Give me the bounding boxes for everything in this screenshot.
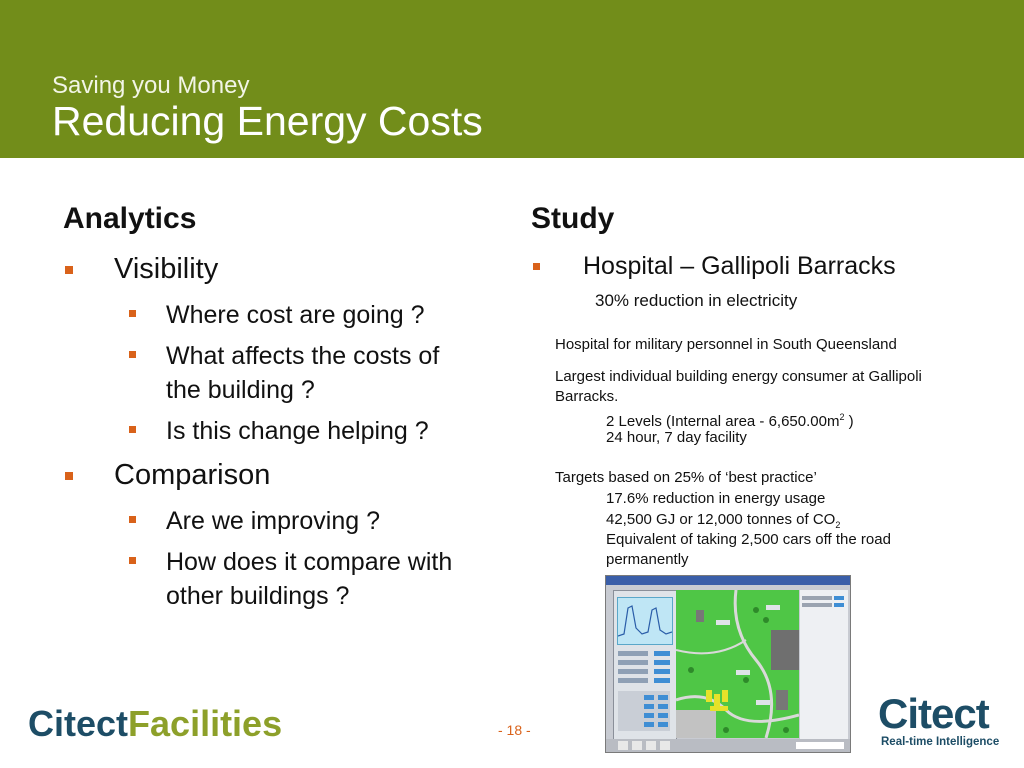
- site-map: [676, 590, 799, 738]
- page-number: - 18 -: [498, 722, 531, 738]
- citect-tagline: Real-time Intelligence: [881, 736, 1000, 748]
- sub-bullet-helping: Is this change helping ?: [166, 417, 429, 445]
- bullet-comparison: Comparison: [114, 459, 271, 491]
- trend-graph: [617, 597, 673, 645]
- study-target-energy: 17.6% reduction in energy usage: [606, 490, 826, 507]
- bullet-icon: [129, 310, 136, 317]
- bullet-icon: [129, 351, 136, 358]
- study-reduction: 30% reduction in electricity: [595, 291, 798, 310]
- study-target-cars: Equivalent of taking 2,500 cars off the road: [606, 531, 891, 548]
- screenshot-alarm-panel: [800, 590, 848, 740]
- study-bullet-hospital: Hospital – Gallipoli Barracks: [583, 252, 896, 280]
- bullet-icon: [65, 472, 73, 480]
- sub-bullet-improving: Are we improving ?: [166, 507, 380, 535]
- sub-bullet-cost: Where cost are going ?: [166, 301, 425, 329]
- bullet-icon: [129, 516, 136, 523]
- study-largest-cont: Barracks.: [555, 388, 619, 405]
- screenshot-side-panel: [613, 590, 677, 740]
- analytics-heading: Analytics: [63, 202, 197, 235]
- study-heading: Study: [531, 202, 615, 235]
- sub-bullet-affects: What affects the costs of: [166, 342, 440, 370]
- study-description: Hospital for military personnel in South Queensland: [555, 336, 897, 353]
- slide-subtitle: Saving you Money: [52, 72, 250, 99]
- screenshot-toolbar: [606, 739, 850, 752]
- bullet-icon: [533, 263, 540, 270]
- bullet-icon: [129, 557, 136, 564]
- sub-bullet-compare: How does it compare with: [166, 548, 453, 576]
- citect-logo: Citect: [878, 690, 989, 737]
- title-banner: [0, 0, 1024, 158]
- study-levels: 2 Levels (Internal area - $6,650.00m^2$ ): [606, 412, 854, 430]
- citect-facilities-logo: CitectFacilities: [28, 703, 283, 744]
- study-target-cars-cont: permanently: [606, 551, 689, 568]
- bullet-visibility: Visibility: [114, 253, 219, 285]
- study-target-co2: 42,500 GJ or 12,000 tonnes of $CO_2$: [606, 511, 841, 530]
- study-largest: Largest individual building energy consumer at Gallipoli: [555, 368, 922, 385]
- scada-screenshot: [605, 575, 851, 753]
- slide-title: Reducing Energy Costs: [52, 98, 483, 144]
- sub-bullet-affects-cont: the building ?: [166, 376, 315, 404]
- bullet-icon: [65, 266, 73, 274]
- bullet-icon: [129, 426, 136, 433]
- sub-bullet-compare-cont: other buildings ?: [166, 582, 350, 610]
- study-targets: Targets based on 25% of ‘best practice’: [555, 469, 817, 486]
- screenshot-titlebar: [606, 576, 850, 585]
- study-facility: 24 hour, 7 day facility: [606, 429, 747, 446]
